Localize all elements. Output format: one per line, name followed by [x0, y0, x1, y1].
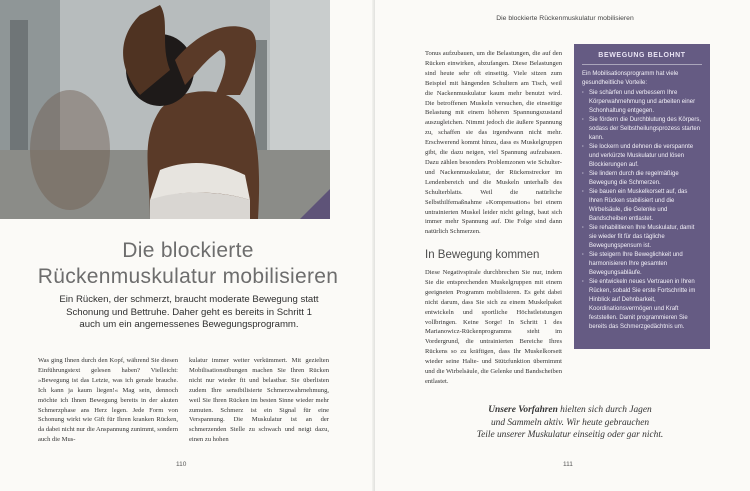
body-column-right-1: Tonus aufzubauen, um die Belastungen, die auf den Rücken einwirken, abzufangen. Diese Belastungen sind heute sehr oft einseitig. Viele sitzen zum Beispiel mit hängenden Schultern am Tisch, weil die Nackenmuskulatur kaum mehr benutzt wird. Die betroffenen Muskeln versuchen, die einseitige Belastung mit einem höheren Spannungszustand auszugleichen. Nimmt jedoch die äußere Spannung zu, schaffen sie das irgendwann nicht mehr. Erschwerend kommt hinzu, dass es Muskelgruppen gibt, die dazu neigen, viel Spannung aufzubauen. Dazu zählen besonders Problemzonen wie Schulter- und Nackenmuskulatur, der Rückenstrecker im Lendenbereich und die Muskeln unterhalb des Schulterblatts. Weil die natürliche Selbsthilfemaßnahme »Kompensation« bei einem untrainierten Muskel leider nicht gelingt, baut sich immer mehr Spannung auf. Die Folge sind dann natürlich Schmerzen.	[425, 50, 562, 236]
chapter-headline	[18, 238, 358, 290]
info-box-title: BEWEGUNG BELOHNT	[582, 52, 702, 65]
body-column-left-1: Was ging Ihnen durch den Kopf, während Sie diesen Einführungstext gelesen haben? Vielleicht: »Bewegung ist das Letzte, was ich gerade brauche. Ich kann ja kaum liegen!« Mag sein, dennoch möchte ich Ihnen Bewegung bereits in der akuten Schmerzphase ans Herz legen. Jede Form von Schonung wirkt wie Gift für Ihren kranken Rücken, da dabei nicht nur die Anspannung zunimmt, sondern auch die Mus-	[38, 357, 179, 444]
photo-woman-stretching	[0, 0, 330, 219]
pull-quote-line-1: hielten sich durch Jagen	[557, 405, 652, 415]
list-item: · Sie schärfen und verbessern Ihre Körperwahrnehmung und arbeiten einer Schonhaltung entgegen.	[582, 89, 702, 116]
body-column-left-2: kulatur immer weiter verkümmert. Mit gezielten Mobilisationsübungen machen Sie Ihren Rücken nicht nur wieder fit und belastbar. Sie überlisten zudem Ihre sensibilisierte Schmerzwahrnehmung, weil Sie Ihren Rücken im besten Sinne wieder mehr zumuten. Schmerz ist ein Signal für eine Verspannung. Die Muskulatur ist an der schmerzenden Stelle zu schwach und neigt dazu, einen zu hohen	[189, 357, 329, 444]
pull-quote-bold: Unsere Vorfahren	[488, 405, 558, 415]
photo-illustration	[0, 0, 330, 219]
lead-paragraph: Ein Rücken, der schmerzt, braucht moderate Bewegung statt Schonung und Bettruhe. Daher geht es bereits in Schritt 1 auch um ein angemessenes Bewegungsprogramm.	[59, 294, 319, 331]
info-box	[574, 44, 710, 349]
list-item: · Sie fördern die Durchblutung des Körpers, sodass der Selbstheilungsprozess starten kann.	[582, 116, 702, 143]
info-box-intro: Ein Mobilisationsprogramm hat viele gesundheitliche Vorteile:	[582, 71, 679, 86]
list-item: · Sie lindern durch die regelmäßige Bewegung die Schmerzen.	[582, 170, 702, 188]
info-box-list	[582, 89, 702, 332]
list-item: · Sie lockern und dehnen die verspannte und verkürzte Muskulatur und lösen Blockierungen auf.	[582, 143, 702, 170]
list-item: · Sie bauen ein Muskelkorsett auf, das Ihren Rücken stabilisiert und die Wirbelsäule, die Gelenke und Bandscheiben entlastet.	[582, 188, 702, 224]
headline-line-2: Rückenmuskulatur mobilisieren	[37, 265, 339, 288]
page-number-right: 111	[563, 461, 573, 468]
photo-corner-accent	[300, 189, 330, 219]
running-head: Die blockierte Rückenmuskulatur mobilisieren	[496, 15, 634, 22]
page-number-left: 110	[176, 461, 187, 468]
body-column-right-2: Diese Negativspirale durchbrechen Sie nur, indem Sie die entsprechenden Muskelgruppen mit einem geeigneten Programm mobilisieren. Es geht dabei nicht darum, dass Sie sich zu einem Muskelpaket entwickeln und sportliche Höchstleistungen vollbringen. Keine Sorge! In Schritt 1 des Marianowicz-Rückenprogramms steht im Vordergrund, die untrainierten Bereiche Ihres Rückens so zu kräftigen, dass Ihr Muskelkorsett wieder seine Halte- und Stützfunktion übernimmt und die Wirbelsäule, die Gelenke und Bandscheiben entlastet.	[425, 269, 562, 385]
section-subheading: In Bewegung kommen	[425, 249, 540, 261]
list-item: · Sie steigern Ihre Beweglichkeit und harmonisieren Ihre gesamten Bewegungsabläufe.	[582, 251, 702, 278]
pull-quote-line-2: und Sammeln aktiv. Wir heute gebrauchen	[490, 417, 650, 428]
pull-quote-line-3: Teile unserer Muskulatur einseitig oder gar nicht.	[476, 430, 664, 440]
list-item: · Sie entwickeln neues Vertrauen in Ihren Rücken, sobald Sie erste Fortschritte im Hinblick auf Dehnbarkeit, Koordinationsvermögen und Kraft feststellen. Damit programmieren Sie bereits das Schmerzgedächtnis um.	[582, 278, 702, 332]
pull-quote	[440, 404, 700, 442]
headline-line-1: Die blockierte	[122, 239, 254, 262]
list-item: · Sie rehabilitieren Ihre Muskulatur, damit sie wieder fit für das tägliche Bewegungspensum ist.	[582, 224, 702, 251]
